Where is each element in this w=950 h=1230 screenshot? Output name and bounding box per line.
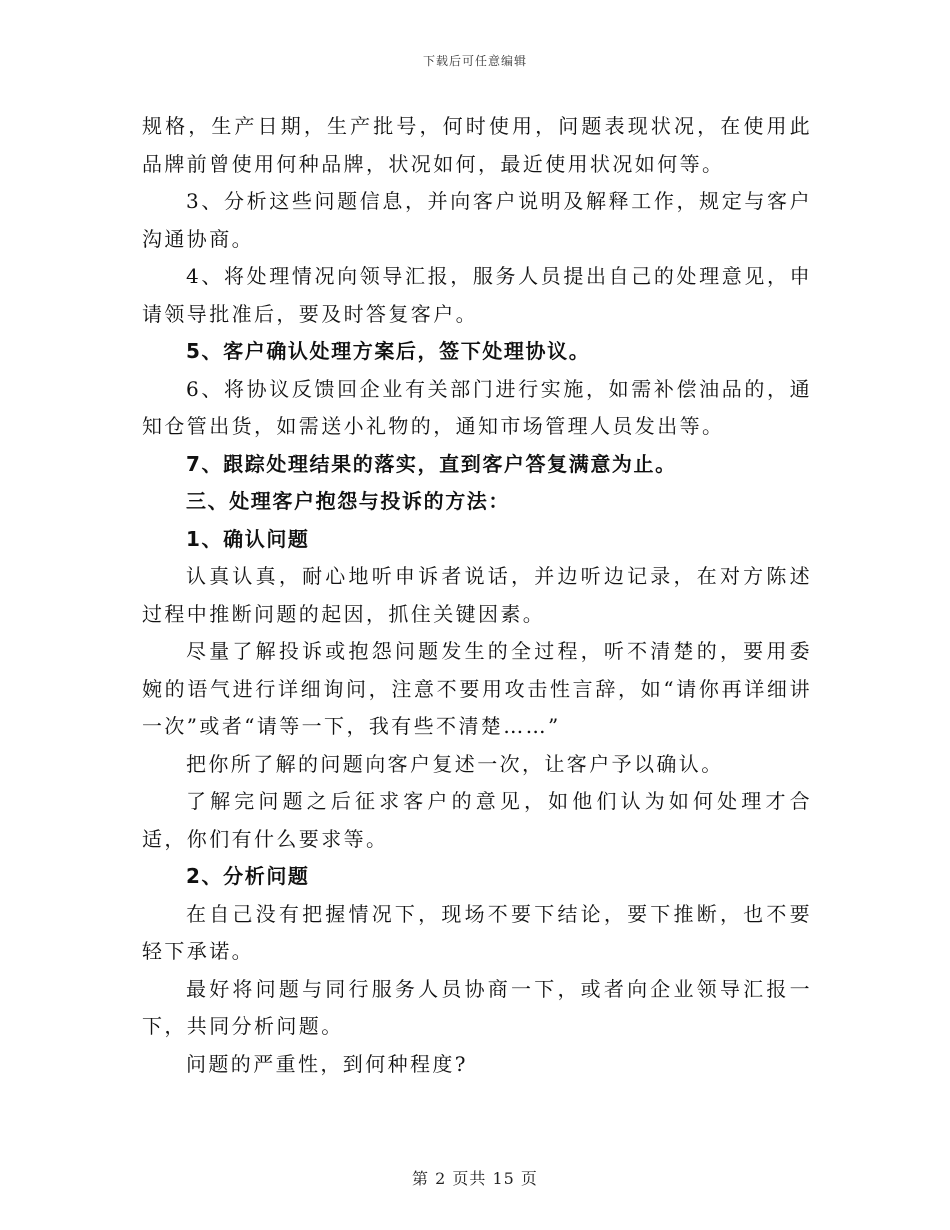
- paragraph: 了解完问题之后征求客户的意见，如他们认为如何处理才合适，你们有什么要求等。: [142, 789, 812, 851]
- paragraph: 在自己没有把握情况下，现场不要下结论，要下推断，也不要轻下承诺。: [142, 901, 812, 963]
- page-header: 下载后可任意编辑: [422, 54, 527, 68]
- step-heading: 7、跟踪处理结果的落实，直到客户答复满意为止。: [186, 451, 677, 476]
- paragraph: 规格，生产日期，生产批号，何时使用，问题表现状况，在使用此品牌前曾使用何种品牌，状况如何，最近使用状况如何等。: [142, 114, 812, 176]
- subsection-heading: 2、分析问题: [186, 864, 310, 888]
- page-footer: 第 2 页共 15 页: [412, 1169, 538, 1188]
- document-body: [142, 108, 812, 1083]
- paragraph: 问题的严重性，到何种程度?: [186, 1051, 468, 1076]
- paragraph: 6、将协议反馈回企业有关部门进行实施，如需补偿油品的，通知仓管出货，如需送小礼物的，通知市场管理人员发出等。: [142, 376, 812, 438]
- paragraph: 认真认真，耐心地听申诉者说话，并边听边记录，在对方陈述过程中推断问题的起因，抓住关键因素。: [142, 564, 812, 626]
- subsection-heading: 1、确认问题: [186, 526, 310, 551]
- paragraph: 最好将问题与同行服务人员协商一下，或者向企业领导汇报一下，共同分析问题。: [142, 976, 812, 1038]
- section-heading: 三、处理客户抱怨与投诉的方法：: [186, 489, 510, 513]
- paragraph: 3、分析这些问题信息，并向客户说明及解释工作，规定与客户沟通协商。: [142, 189, 812, 251]
- paragraph: 尽量了解投诉或抱怨问题发生的全过程，听不清楚的，要用委婉的语气进行详细询问，注意不要用攻击性言辞，如“请你再详细讲一次”或者“请等一下，我有些不清楚……”: [142, 639, 812, 738]
- paragraph: 把你所了解的问题向客户复述一次，让客户予以确认。: [186, 751, 724, 776]
- step-heading: 5、客户确认处理方案后，签下处理协议。: [186, 339, 591, 363]
- paragraph: 4、将处理情况向领导汇报，服务人员提出自己的处理意见，申请领导批准后，要及时答复客户。: [142, 264, 812, 326]
